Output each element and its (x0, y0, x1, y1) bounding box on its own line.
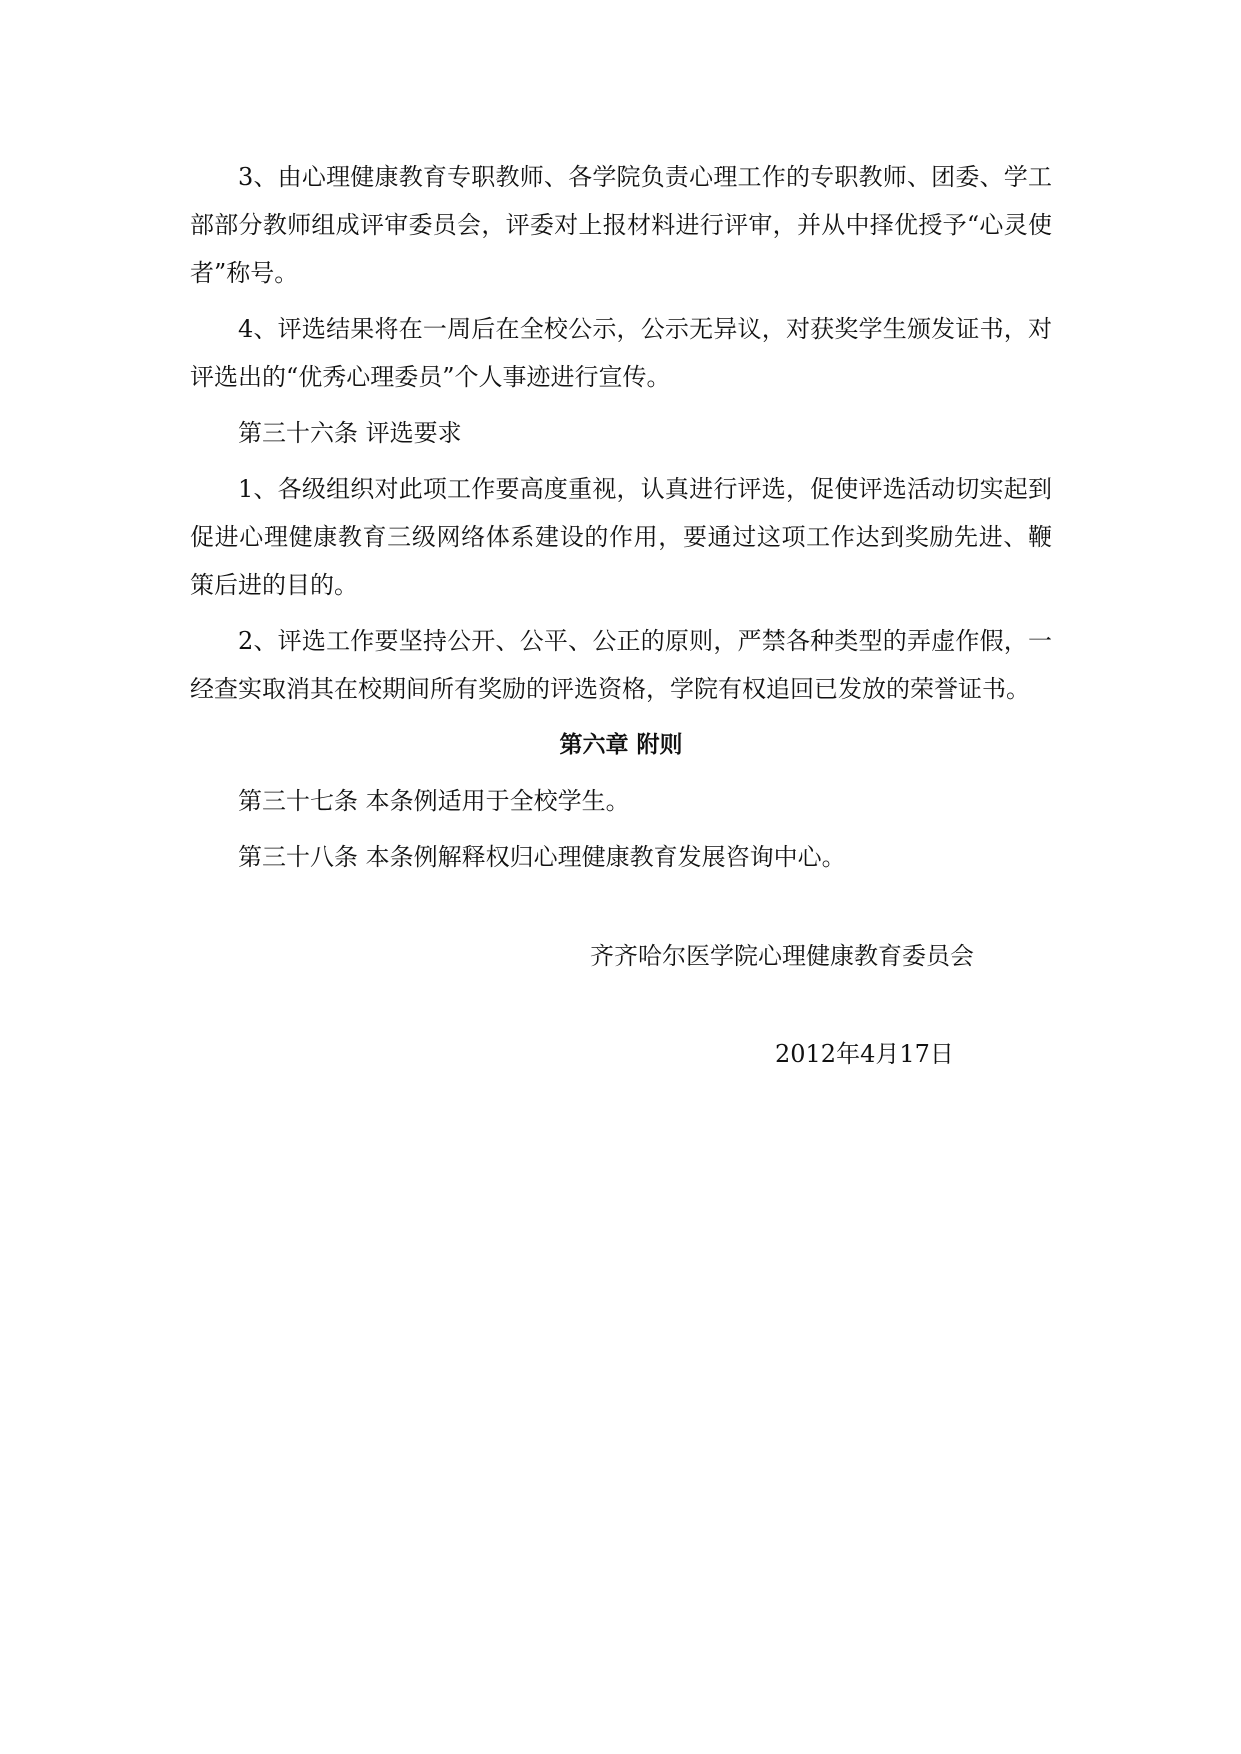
paragraph-item-3: 3、由心理健康教育专职教师、各学院负责心理工作的专职教师、团委、学工部部分教师组成评审委员会，评委对上报材料进行评审，并从中择优授予“心灵使者”称号。 (190, 163, 1052, 287)
article-37: 第三十七条 本条例适用于全校学生。 (238, 787, 630, 815)
issue-date: 2012年4月17日 (775, 1040, 954, 1068)
article-38: 第三十八条 本条例解释权归心理健康教育发展咨询中心。 (238, 843, 846, 871)
issuer-signature: 齐齐哈尔医学院心理健康教育委员会 (590, 942, 974, 970)
paragraph-requirement-2: 2、评选工作要坚持公开、公平、公正的原则，严禁各种类型的弄虚作假，一经查实取消其在校期间所有奖励的评选资格，学院有权追回已发放的荣誉证书。 (190, 627, 1052, 703)
paragraph-requirement-1: 1、各级组织对此项工作要高度重视，认真进行评选，促使评选活动切实起到促进心理健康教育三级网络体系建设的作用，要通过这项工作达到奖励先进、鞭策后进的目的。 (190, 475, 1052, 599)
document-body (190, 153, 1052, 881)
article-36-heading: 第三十六条 评选要求 (238, 419, 462, 447)
chapter-title: 第六章 附则 (559, 732, 683, 758)
paragraph-item-4: 4、评选结果将在一周后在全校公示，公示无异议，对获奖学生颁发证书，对评选出的“优秀心理委员”个人事迹进行宣传。 (190, 315, 1052, 391)
